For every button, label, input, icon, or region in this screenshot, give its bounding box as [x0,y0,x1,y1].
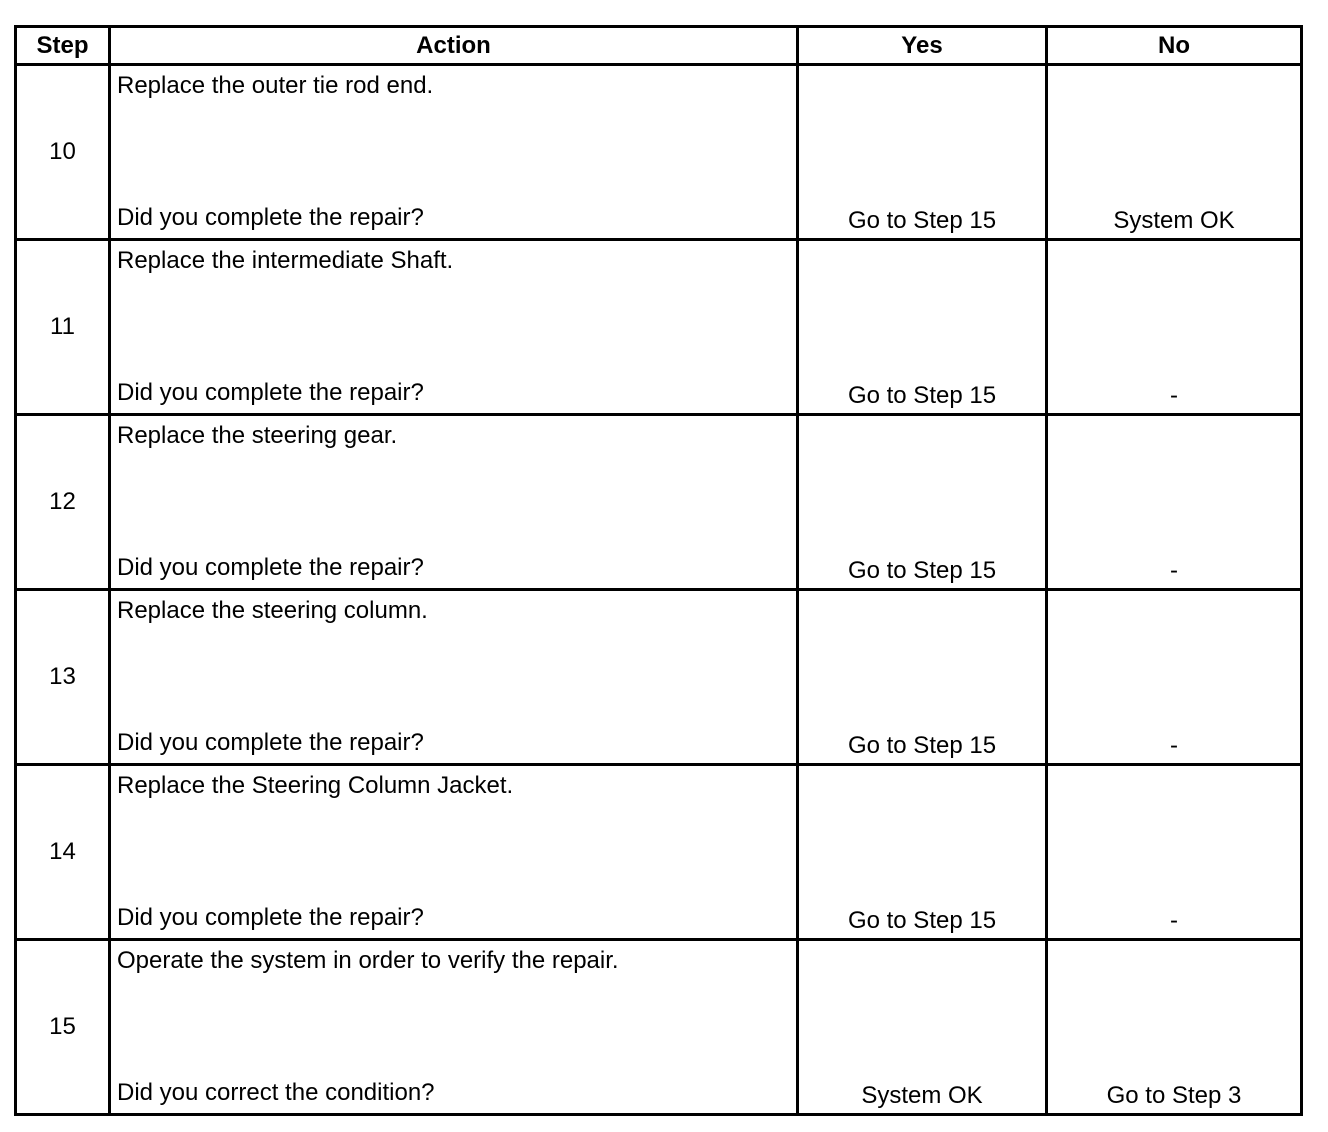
table-row [16,240,1302,415]
table-row [16,65,1302,240]
action-instruction: Replace the steering gear. [117,422,398,449]
yes-result: Go to Step 15 [798,590,1047,765]
table-row [16,415,1302,590]
no-result: Go to Step 3 [1047,940,1302,1115]
no-result: - [1047,415,1302,590]
action-question: Did you correct the condition? [117,1079,435,1106]
action-instruction: Replace the intermediate Shaft. [117,247,454,274]
table-row [16,590,1302,765]
action-instruction: Replace the outer tie rod end. [117,72,434,99]
yes-result: Go to Step 15 [798,415,1047,590]
action-instruction: Replace the steering column. [117,597,428,624]
no-result: - [1047,240,1302,415]
action-cell [110,240,798,415]
action-question: Did you complete the repair? [117,379,424,406]
action-cell [110,415,798,590]
step-number: 12 [16,415,110,590]
diagnostic-steps-table [14,25,1303,1116]
header-no: No [1047,27,1302,65]
action-cell [110,765,798,940]
no-result: System OK [1047,65,1302,240]
yes-result: Go to Step 15 [798,240,1047,415]
action-question: Did you complete the repair? [117,554,424,581]
header-step: Step [16,27,110,65]
no-result: - [1047,765,1302,940]
action-cell [110,590,798,765]
action-instruction: Operate the system in order to verify the repair. [117,947,619,974]
no-result: - [1047,590,1302,765]
header-yes: Yes [798,27,1047,65]
action-question: Did you complete the repair? [117,904,424,931]
table-row [16,765,1302,940]
yes-result: Go to Step 15 [798,65,1047,240]
yes-result: Go to Step 15 [798,765,1047,940]
action-instruction: Replace the Steering Column Jacket. [117,772,514,799]
yes-result: System OK [798,940,1047,1115]
table-row [16,940,1302,1115]
step-number: 15 [16,940,110,1115]
step-number: 11 [16,240,110,415]
action-question: Did you complete the repair? [117,729,424,756]
header-row [16,27,1302,65]
action-cell [110,65,798,240]
action-question: Did you complete the repair? [117,204,424,231]
header-action: Action [110,27,798,65]
action-cell [110,940,798,1115]
step-number: 10 [16,65,110,240]
step-number: 13 [16,590,110,765]
step-number: 14 [16,765,110,940]
